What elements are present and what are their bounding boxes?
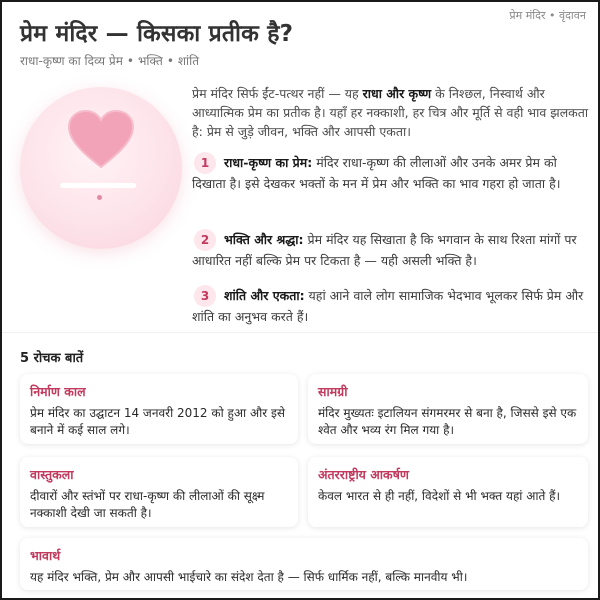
fact-card-body: दीवारों और स्तंभों पर राधा-कृष्ण की लीलाओं की सूक्ष्म नक्काशी देखी जा सकती है। xyxy=(30,489,265,520)
hero-dot xyxy=(97,195,102,200)
fact-card-title: वास्तुकला xyxy=(30,467,74,482)
fact-card xyxy=(20,374,298,444)
point-item xyxy=(192,152,590,193)
point-title: राधा-कृष्ण का प्रेम: xyxy=(224,155,313,170)
page xyxy=(2,2,598,598)
separator-dot: • xyxy=(126,54,134,68)
fact-card xyxy=(308,457,588,527)
section-divider xyxy=(2,332,598,333)
point-number: 2 xyxy=(194,229,216,251)
fact-card-title: भावार्थ xyxy=(30,548,61,563)
point-item xyxy=(192,229,590,270)
fact-card-body: यह मंदिर भक्ति, प्रेम और आपसी भाईचारे का संदेश देता है — सिर्फ धार्मिक नहीं, बल्कि मानवीय भी। xyxy=(30,570,468,584)
subtitle xyxy=(20,52,199,69)
fact-card xyxy=(308,374,588,444)
point-text: मंदिर राधा-कृष्ण की लीलाओं और उनके अमर प्रेम को दिखाता है। इसे देखकर भक्तों के मन में प्रेम और भक्ति का भाव गहरा हो जाता है। xyxy=(192,155,561,191)
intro-paragraph: प्रेम मंदिर सिर्फ ईंट-पत्थर नहीं — यह राधा और कृष्ण के निश्छल, निस्वार्थ और आध्यात्मिक प्रेम का प्रतीक है। यहाँ हर नक्काशी, हर चित्र और मूर्ति से वही भाव झलकता है: प्रेम से जुड़े जीवन, भक्ति और आपसी एकता। xyxy=(192,86,589,139)
heart-icon xyxy=(66,109,136,171)
subtitle-item: भक्ति xyxy=(137,54,163,68)
intro-highlight: राधा और कृष्ण xyxy=(362,86,432,101)
point-item xyxy=(192,285,590,326)
point-number: 3 xyxy=(194,285,216,307)
fact-card-title: निर्माण काल xyxy=(30,384,86,399)
point-number: 1 xyxy=(194,152,216,174)
fact-card-body: मंदिर मुख्यतः इटालियन संगमरमर से बना है, जिससे इसे एक श्वेत और भव्य रंग मिल गया है। xyxy=(318,406,577,437)
facts-heading: 5 रोचक बातें xyxy=(20,351,84,366)
subtitle-item: शांति xyxy=(177,54,200,68)
fact-card-body: केवल भारत से ही नहीं, विदेशों से भी भक्त यहां आते हैं। xyxy=(318,489,561,503)
location-tag: प्रेम मंदिर • वृंदावन xyxy=(509,9,586,22)
hero-illustration xyxy=(20,87,182,249)
point-text: यहां आने वाले लोग सामाजिक भेदभाव भूलकर सिर्फ प्रेम और शांति का अनुभव करते हैं। xyxy=(192,288,584,324)
page-title: प्रेम मंदिर — किसका प्रतीक है? xyxy=(20,21,294,47)
point-title: शांति और एकता: xyxy=(224,288,305,303)
fact-card xyxy=(20,457,298,527)
hero-bar xyxy=(60,183,136,188)
fact-card-title: अंतरराष्ट्रीय आकर्षण xyxy=(318,467,409,482)
point-text: प्रेम मंदिर यह सिखाता है कि भगवान के साथ रिश्ता मांगों पर आधारित नहीं बल्कि प्रेम पर टिकता है — यही असली भक्ति है। xyxy=(192,232,577,268)
fact-card-title: सामग्री xyxy=(318,384,348,399)
point-title: भक्ति और श्रद्धा: xyxy=(224,232,304,247)
subtitle-item: राधा-कृष्ण का दिव्य प्रेम xyxy=(20,54,123,68)
fact-card-body: प्रेम मंदिर का उद्घाटन 14 जनवरी 2012 को हुआ और इसे बनाने में कई साल लगे। xyxy=(30,406,285,437)
separator-dot: • xyxy=(166,54,174,68)
fact-card xyxy=(20,538,588,590)
